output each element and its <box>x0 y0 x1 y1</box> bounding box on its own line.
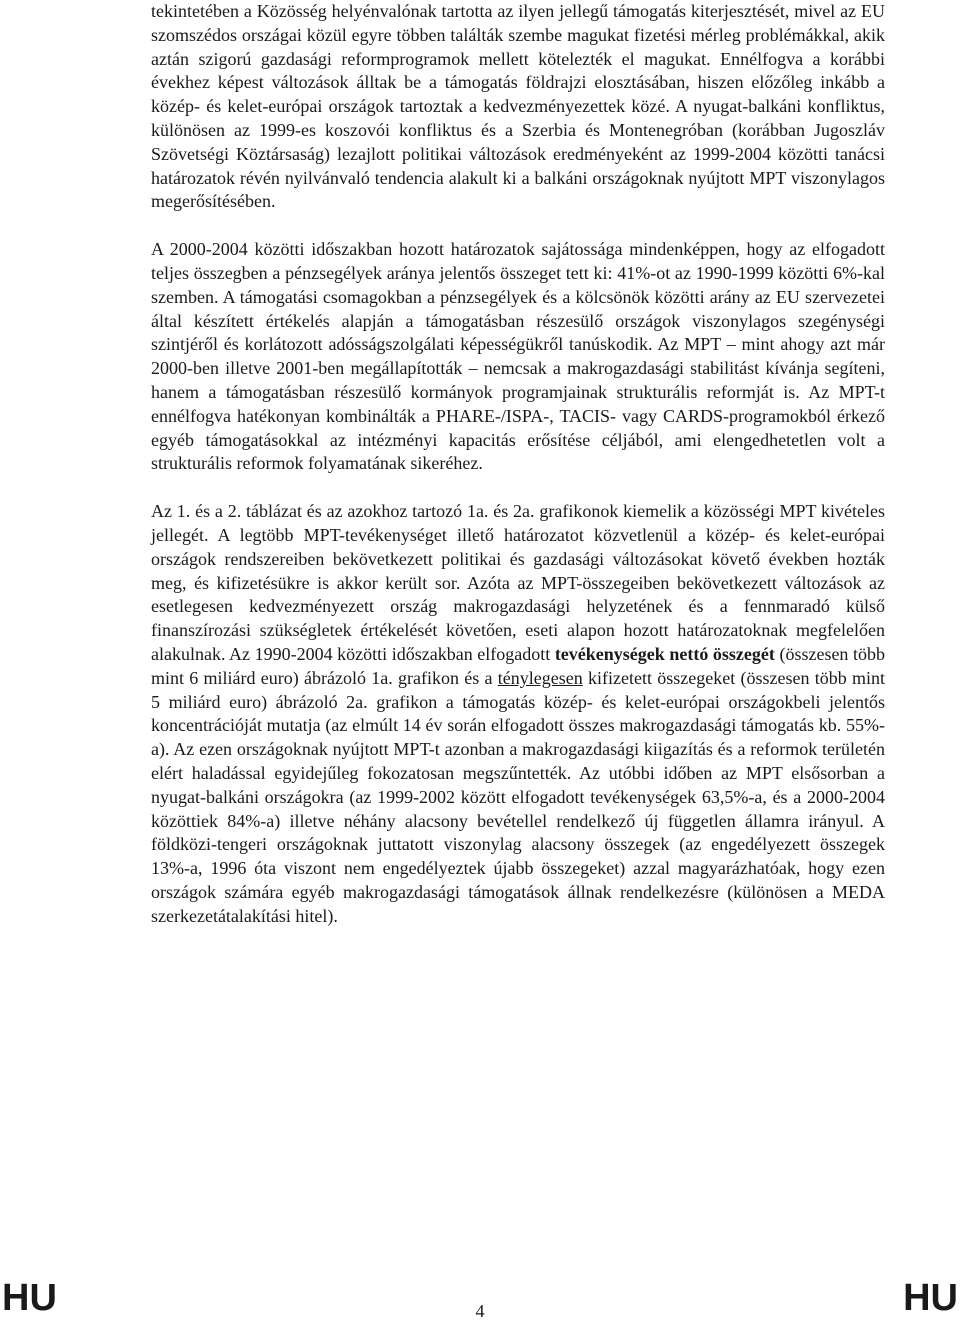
paragraph-3-underlined-term: ténylegesen <box>497 667 583 688</box>
footer-language-code-right: HU <box>903 1277 958 1319</box>
paragraph-3-text-b: (összesen több mint 6 miliárd euro) ábrázoló 1a. grafikon és a <box>151 643 886 688</box>
page-number: 4 <box>475 1301 485 1321</box>
footer-language-code-left: HU <box>2 1277 57 1319</box>
paragraph-3-bold-term: tevékenységek nettó összegét <box>554 643 775 664</box>
paragraph-2: A 2000-2004 közötti időszakban hozott határozatok sajátossága mindenképpen, hogy az elfogadott teljes összegben a pénzsegélyek aránya jelentős összeget tett ki: 41%-ot az 1990-1999 közötti 6%-kal szemben. A támogatási csomagokban a pénzsegélyek és a kölcsönök közötti arány az EU szervezetei által készített értékelés alapján a támogatásban részesülő országok viszonylagos szegénységi szintjéről és korlátozott adósságszolgálati képességükről tanúskodik. Az MPT – mint ahogy azt már 2000-ben illetve 2001-ben megállapították – nemcsak a makrogazdasági stabilitást kívánja segíteni, hanem a támogatásban részesülő kormányok programjainak strukturális reformját is. Az MPT-t ennélfogva hatékonyan kombinálták a PHARE-/ISPA-, TACIS- vagy CARDS-programokból érkező egyéb támogatásokkal az intézményi kapacitás erősítése céljából, ami elengedhetetlen volt a strukturális reformok folyamatának sikeréhez. <box>151 239 885 474</box>
paragraph-3-text-c: kifizetett összegeket (összesen több mint 5 miliárd euro) ábrázoló 2a. grafikon a támogatás közép- és kelet-európai országokbeli jelentős koncentrációját mutatja (az elmúlt 14 év során elfogadott összes makrogazdasági támogatás kb. 55%-a). Az ezen országoknak nyújtott MPT-t azonban a makrogazdasági kiigazítás és a reformok területén elért haladással egyidejűleg fokozatosan megszűntették. Az utóbbi időben az MPT elsősorban a nyugat-balkáni országokra (az 1999-2002 között elfogadott tevékenységek 63,5%-a, és a 2000-2004 közöttiek 84%-a) illetve néhány alacsony bevétellel rendelkező új független államra irányul. A földközi-tengeri országoknak juttatott viszonylag alacsony összegek (az engedélyezett összegek 13%-a, 1996 óta viszont nem engedélyeztek újabb összegeket) azzal magyarázhatóak, hogy ezen országok számára egyéb makrogazdasági támogatások állnak rendelkezésre (különösen a MEDA szerkezetátalakítási hitel). <box>151 667 885 926</box>
paragraph-3-text-a: Az 1. és a 2. táblázat és az azokhoz tartozó 1a. és 2a. grafikonok kiemelik a közösségi MPT kivételes jellegét. A legtöbb MPT-tevékenységet illető határozatot közvetlenül a közép- és kelet-európai országok rendszereiben bekövetkezett politikai és gazdasági változásokat követő években hozták meg, és kifizetésükre is akkor került sor. Azóta az MPT-összegeiben bekövetkezett változások az esetlegesen kedvezményezett ország makrogazdasági helyzetének és a fennmaradó külső finanszírozási szükségletek értékelését követően, eseti alapon hozott határozatoknak megfelelően alakulnak. Az 1990-2004 közötti időszakban elfogadott <box>151 501 885 664</box>
paragraph-1: tekintetében a Közösség helyénvalónak tartotta az ilyen jellegű támogatás kiterjesztését, mivel az EU szomszédos országai közül egyre többen találták szembe magukat fizetési mérleg problémákkal, akik aztán szigorú gazdasági reformprogramok mellett kötelezték el magukat. Ennélfogva a korábbi évekhez képest változások álltak be a támogatás földrajzi elosztásában, hiszen előzőleg inkább a közép- és kelet-európai országok tartoztak a kedvezményezettek közé. A nyugat-balkáni konfliktus, különösen az 1999-es koszovói konfliktus és a Szerbia és Montenegróban (korábban Jugoszláv Szövetségi Köztársaság) lezajlott politikai változások eredményeként az 1999-2004 közötti tanácsi határozatok révén nyilvánvaló tendencia alakult ki a balkáni országoknak nyújtott MPT viszonylagos megerősítésében. <box>151 1 885 212</box>
paragraph-gap <box>151 476 885 500</box>
paragraph-gap <box>151 214 885 238</box>
paragraph-3 <box>151 500 885 928</box>
document-body <box>151 0 885 928</box>
